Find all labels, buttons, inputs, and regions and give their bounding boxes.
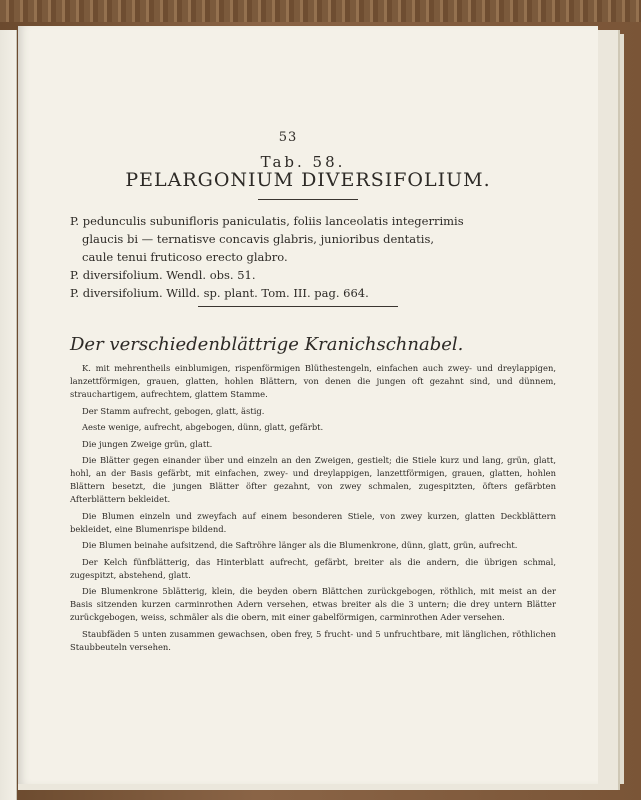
- paragraph: Die Blumenkrone 5blätterig, klein, die beyden obern Blättchen zurückgebogen, röthlich, mit meist an der Basis sitzenden kurzen carminrothen Adern versehen, etwas breiter als die 3 untern; die drey untern Blätter zurückgebogen, weiss, schmäler als die obern, mit einer gabelförmigen, carminrothen Ader versehen.: [70, 586, 556, 622]
- page-number: 53: [278, 130, 298, 145]
- diagnosis-line: caule tenui fruticoso erecto glabro.: [82, 250, 288, 264]
- paragraph: Staubfäden 5 unten zusammen gewachsen, oben frey, 5 frucht- und 5 unfruchtbare, mit länglichen, röthlichen Staubbeuteln versehen.: [70, 628, 556, 652]
- title-rule: [258, 199, 358, 200]
- marbled-cover-edge: [0, 0, 641, 22]
- page-title: PELARGONIUM DIVERSIFOLIUM.: [125, 169, 491, 191]
- german-title: Der verschiedenblättrige Kranichschnabel.: [70, 334, 464, 355]
- synonym-line: P. diversifolium. Wendl. obs. 51.: [70, 268, 256, 282]
- paragraph: Aeste wenige, aufrecht, abgebogen, dünn, glatt, gefärbt.: [82, 422, 324, 432]
- paragraph: K. mit mehrentheils einblumigen, rispenförmigen Blüthestengeln, einfachen auch zwey- und dreylappigen, lanzettförmigen, grauen, glatten, hohlen Blättern, von denen die jungen oft gezahnt sind, und dünnem, strauchartigem, aufrechtem, glattem Stamme.: [70, 363, 556, 399]
- paragraph: Der Stamm aufrecht, gebogen, glatt, ästig.: [82, 405, 265, 416]
- diagnosis-line: glaucis bi — ternatisve concavis glabris, junioribus dentatis,: [82, 232, 435, 246]
- section-rule: [198, 306, 398, 307]
- paragraph: Die Blumen einzeln und zweyfach auf einem besonderen Stiele, von zwey kurzen, glatten Deckblättern bekleidet, eine Blumenrispe bildend.: [70, 510, 556, 534]
- paragraph: Die Blumen beinahe aufsitzend, die Saftröhre länger als die Blumenkrone, dünn, glatt, grün, aufrecht.: [82, 540, 518, 550]
- left-page-edge: [0, 30, 17, 800]
- book-page: [18, 26, 598, 784]
- diagnosis-line: P. pedunculis subunifloris paniculatis, foliis lanceolatis integerrimis: [70, 214, 464, 228]
- description-body: [70, 362, 556, 657]
- synonym-line: P. diversifolium. Willd. sp. plant. Tom. III. pag. 664.: [70, 286, 369, 300]
- paragraph: Der Kelch fünfblätterig, das Hinterblatt aufrecht, gefärbt, breiter als die andern, die übrigen schmal, zugespitzt, abstehend, glatt.: [70, 556, 556, 580]
- latin-diagnosis: [70, 212, 550, 302]
- plate-label: Tab. 58.: [260, 153, 346, 171]
- paragraph: Die Blätter gegen einander über und einzeln an den Zweigen, gestielt; die Stiele kurz und lang, grün, glatt, hohl, an der Basis gefärbt, mit einfachen, zwey- und dreylappigen, lanzettförmigen, grauen, glatten, hohlen Blättern besetzt, die jungen Blätter öfter gezahnt, von zwey schmalen, zugespitzten, öfters gefärbten Afterblättern bekleidet.: [70, 455, 556, 504]
- paragraph: Die jungen Zweige grün, glatt.: [82, 438, 213, 449]
